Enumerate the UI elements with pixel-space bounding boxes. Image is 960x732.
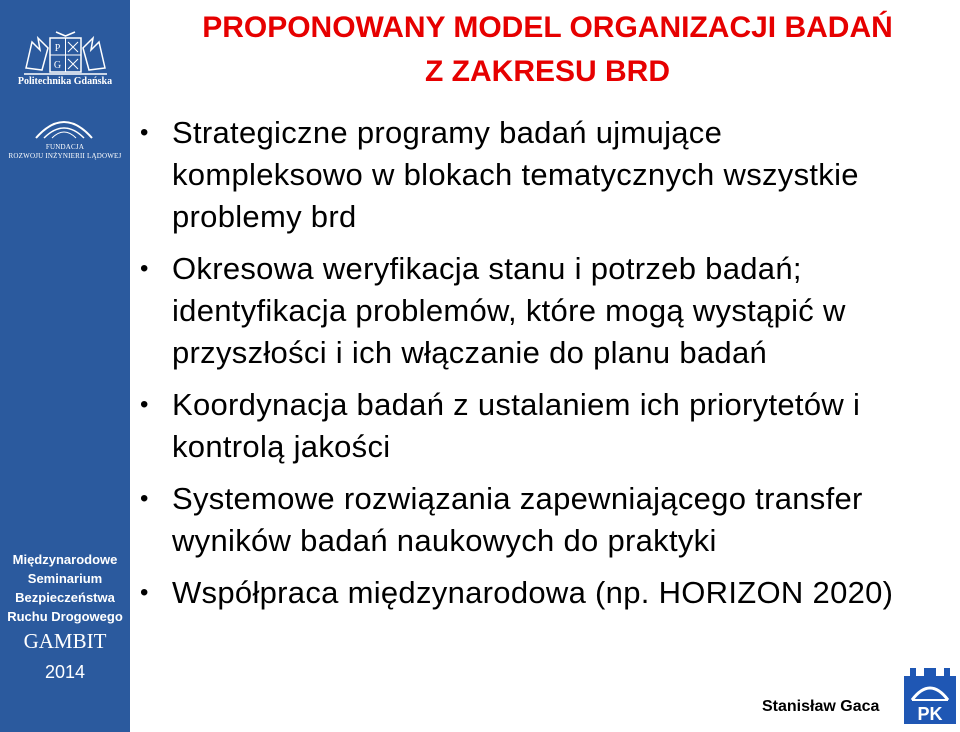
seminar-name: [0, 550, 130, 626]
politechnika-gdanska-logo: [18, 30, 113, 80]
seminar-line1: Międzynarodowe: [12, 552, 118, 567]
sidebar: [0, 0, 130, 732]
bullet-item: [140, 384, 920, 468]
event-name: GAMBIT: [23, 629, 107, 653]
pg-letter-p: P: [54, 43, 61, 54]
bullet-text: Systemowe rozwiązania zapewniającego transfer wyników badań naukowych do praktyki: [172, 481, 863, 558]
foundation-line1: FUNDACJA: [45, 143, 85, 151]
bullet-text: Strategiczne programy badań ujmujące kompleksowo w blokach tematycznych wszystkie problemy brd: [172, 115, 859, 234]
foundation-name: [0, 143, 130, 161]
seminar-line2: Seminarium: [27, 571, 103, 586]
bullet-icon: •: [140, 579, 149, 606]
seminar-line4: Ruchu Drogowego: [7, 609, 123, 624]
bullet-item: [140, 572, 920, 614]
event-year: 2014: [44, 662, 86, 682]
slide-title-line2: Z ZAKRESU BRD: [425, 55, 670, 88]
pk-logo-text: PK: [917, 704, 943, 724]
bullet-item: [140, 248, 920, 374]
bullet-text: Koordynacja badań z ustalaniem ich priorytetów i kontrolą jakości: [172, 387, 861, 464]
bullet-icon: •: [140, 255, 149, 282]
bullet-item: [140, 112, 920, 238]
bullet-text: Okresowa weryfikacja stanu i potrzeb badań; identyfikacja problemów, które mogą wystąpić w przyszłości i ich włączanie do planu badań: [172, 251, 846, 370]
bullet-text: Współpraca międzynarodowa (np. HORIZON 2020): [172, 575, 894, 610]
seminar-line3: Bezpieczeństwa: [15, 590, 115, 605]
bullet-item: [140, 478, 920, 562]
politechnika-krakowska-logo: [902, 662, 958, 726]
foundation-line2: ROZWOJU INŻYNIERII LĄDOWEJ: [8, 152, 122, 160]
pg-letter-g: G: [53, 60, 62, 71]
bullet-list: [140, 112, 920, 624]
bullet-icon: •: [140, 485, 149, 512]
bullet-icon: •: [140, 391, 149, 418]
bullet-icon: •: [140, 119, 149, 146]
slide-title: [140, 6, 955, 94]
foundation-logo: [34, 112, 94, 142]
university-name: Politechnika Gdańska: [17, 76, 113, 87]
slide-title-line1: PROPONOWANY MODEL ORGANIZACJI BADAŃ: [202, 11, 893, 44]
author-name: Stanisław Gaca: [762, 698, 880, 715]
